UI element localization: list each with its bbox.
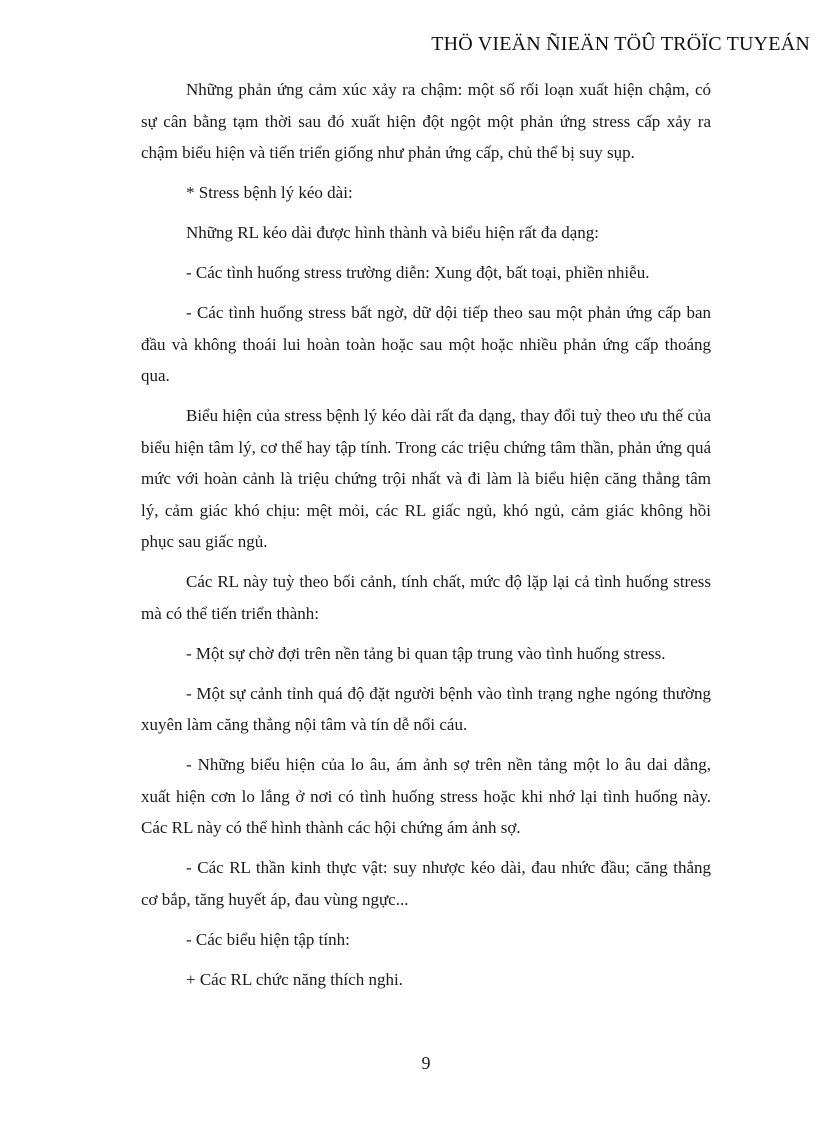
paragraph: Những phản ứng cảm xúc xảy ra chậm: một số rối loạn xuất hiện chậm, có sự cân bằng tạm thời sau đó xuất hiện đột ngột một phản ứng stress cấp xảy ra chậm biểu hiện và tiến triển giống như phản ứng cấp, chủ thể bị suy sụp. (141, 80, 711, 162)
paragraph: + Các RL chức năng thích nghi. (186, 969, 403, 989)
running-header: THÖ VIEÄN ÑIEÄN TÖÛ TRÖÏC TUYEÁN (431, 33, 810, 55)
paragraph: - Những biểu hiện của lo âu, ám ảnh sợ trên nền tảng một lo âu dai dẳng, xuất hiện cơn lo lắng ở nơi có tình huống stress hoặc khi nhớ lại tình huống này. Các RL này có thể hình thành các hội chứng ám ảnh sợ. (141, 755, 711, 837)
paragraph: Biểu hiện của stress bệnh lý kéo dài rất đa dạng, thay đổi tuỳ theo ưu thế của biểu hiện tâm lý, cơ thể hay tập tính. Trong các triệu chứng tâm thần, phản ứng quá mức với hoàn cảnh là triệu chứng trội nhất và đi làm là biểu hiện căng thẳng tâm lý, cảm giác khó chịu: mệt mỏi, các RL giấc ngủ, khó ngủ, cảm giác không hồi phục sau giấc ngủ. (141, 406, 711, 551)
paragraph: - Các tình huống stress trường diễn: Xung đột, bất toại, phiền nhiễu. (186, 263, 650, 282)
paragraph: - Các tình huống stress bất ngờ, dữ dội tiếp theo sau một phản ứng cấp ban đầu và không thoái lui hoàn toàn hoặc sau một hoặc nhiều phản ứng cấp thoáng qua. (141, 303, 711, 385)
page-number: 9 (421, 1053, 431, 1073)
paragraph: * Stress bệnh lý kéo dài: (186, 183, 353, 202)
body-text (141, 74, 711, 1004)
paragraph: Những RL kéo dài được hình thành và biểu hiện rất đa dạng: (186, 223, 599, 242)
paragraph: - Một sự cảnh tỉnh quá độ đặt người bệnh vào tình trạng nghe ngóng thường xuyên làm căng thẳng nội tâm và tín dễ nổi cáu. (141, 683, 711, 734)
paragraph: - Các RL thần kinh thực vật: suy nhược kéo dài, đau nhức đầu; căng thẳng cơ bắp, tăng huyết áp, đau vùng ngực... (141, 858, 711, 909)
paragraph: Các RL này tuỳ theo bối cảnh, tính chất, mức độ lặp lại cả tình huống stress mà có thể tiến triển thành: (141, 572, 711, 623)
paragraph: - Một sự chờ đợi trên nền tảng bi quan tập trung vào tình huống stress. (186, 643, 666, 663)
paragraph: - Các biểu hiện tập tính: (186, 929, 350, 949)
